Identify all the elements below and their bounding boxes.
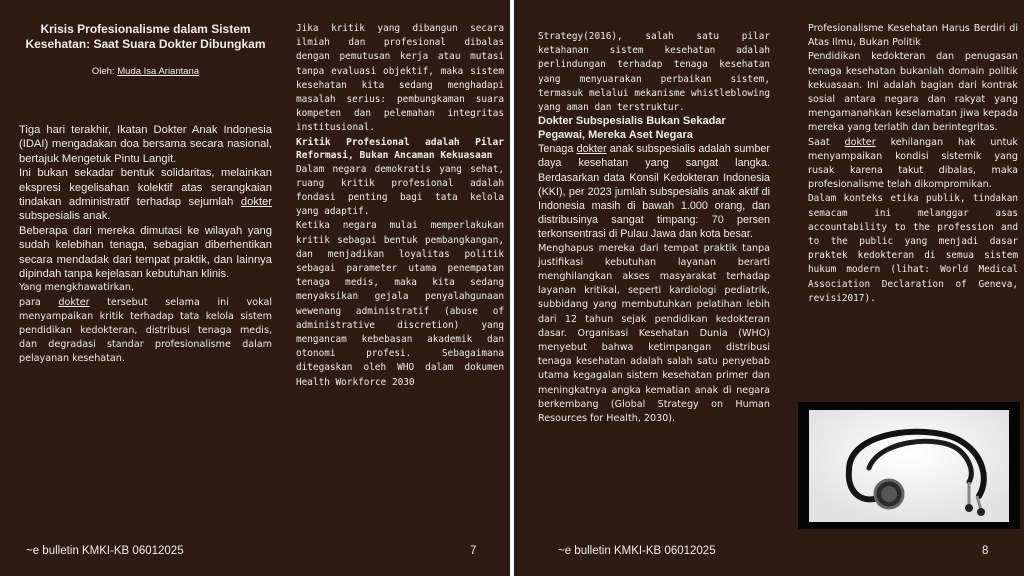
dokter-link[interactable]: dokter bbox=[240, 196, 272, 209]
author-prefix: Oleh: bbox=[91, 66, 118, 77]
stethoscope-icon bbox=[809, 410, 1009, 522]
dokter-link[interactable]: dokter bbox=[58, 296, 90, 308]
text-run: anak subspesialis adalah sumber daya kesehatan yang sangat langka. Berdasarkan data Konsil Kedokteran Indonesia (KKI), per 2023 jumlah subspesialis anak aktif di Indonesia masih di bawah 1.000 orang, dan distribusinya sangat timpang: 70 persen terkonsentrasi di Pulau Jawa dan kota besar. bbox=[538, 143, 770, 241]
paragraph: Beberapa dari mereka dimutasi ke wilayah yang sudah kelebihan tenaga, sebagian diberhentikan secara mendadak dari tempat praktik, dan lainnya dipindah tanpa kejelasan kebutuhan klinis. bbox=[19, 224, 272, 281]
paragraph: Yang mengkhawatirkan, bbox=[19, 282, 135, 294]
page-8 bbox=[514, 0, 1024, 576]
paragraph: Dalam negara demokratis yang sehat, ruang kritik profesional adalah fondasi penting bagi tata kelola yang adaptif. bbox=[296, 163, 504, 218]
paragraph: Ketika negara mulai memperlakukan kritik sebagai bentuk pembangkangan, dan menjadikan loyalitas politik sebagai parameter utama penempatan tenaga medis, maka kita sedang menyaksikan gejala penyalahgunaan wewenang administratif (abuse of administrative discretion) yang mengancam kebebasan akademik dan otonomi profesi. Sebagaimana ditegaskan oleh WHO dalam dokumen Health Workforce 2030 bbox=[296, 220, 504, 388]
column-4 bbox=[808, 22, 1018, 306]
text-run: Tenaga bbox=[538, 143, 577, 156]
column-3-body-continued bbox=[538, 242, 770, 427]
text-run: tersebut selama ini vokal menyampaikan kritik terhadap tata kelola sistem pendidikan kedokteran, distribusi tenaga medis, dan degradasi standar profesionalisme dalam pelayanan kesehatan. bbox=[19, 296, 273, 365]
footer-label: ~e bulletin KMKI-KB 06012025 bbox=[558, 545, 716, 557]
paragraph: Menghapus mereka dari tempat praktik tanpa justifikasi kebutuhan layanan berarti menghilangkan akses masyarakat terhadap layanan kritikal, seperti kardiologi pediatrik, subbidang yang membutuhkan pelatihan lebih dari 12 tahun sejak pendidikan kedokteran dasar. Organisasi Kesehatan Dunia (WHO) menyebut bahwa ketimpangan distribusi tenaga kesehatan adalah salah satu penyebab utama kegagalan sistem kesehatan primer dan meningkatnya angka kematian anak di negara berkembang (Global Strategy on Human Resources for Health, 2030). bbox=[538, 242, 770, 425]
author-link[interactable]: Muda Isa Ariantana bbox=[117, 66, 200, 77]
paragraph: Tiga hari terakhir, Ikatan Dokter Anak Indonesia (IDAI) mengadakan doa bersama secara nasional, bertajuk Mengetuk Pintu Langit. bbox=[19, 124, 272, 165]
column-1-body-continued bbox=[19, 281, 272, 366]
text-run: para bbox=[19, 296, 59, 308]
paragraph: Dalam konteks etika publik, tindakan semacam ini melanggar asas accountability to the profession and to the public yang menjadi dasar praktek kedokteran di semua sistem hukum modern (lihat: World Medical Association Declaration of Geneva, revisi2017). bbox=[808, 193, 1018, 304]
column-3 bbox=[538, 30, 770, 426]
stethoscope-photo bbox=[798, 402, 1020, 529]
footer-label: ~e bulletin KMKI-KB 06012025 bbox=[26, 545, 184, 557]
paragraph: Strategy(2016), salah satu pilar ketahanan sistem kesehatan adalah perlindungan terhadap tenaga kesehatan yang menyuarakan perbaikan sistem, termasuk melalui mekanisme whistleblowing yang aman dan terstruktur. bbox=[538, 31, 770, 114]
page-number: 7 bbox=[470, 545, 477, 557]
page-7 bbox=[0, 0, 510, 576]
text-run: kehilangan hak untuk menyampaikan kondisi sistemik yang rusak karena takut dibalas, maka profesionalisme telah dikompromikan. bbox=[808, 136, 1018, 191]
section-heading: Dokter Subspesialis Bukan Sekadar Pegawai, Mereka Aset Negara bbox=[538, 115, 726, 141]
column-1-body bbox=[19, 123, 272, 281]
paragraph: Jika kritik yang dibangun secara ilmiah dan profesional dibalas dengan pemutusan kerja atau mutasi tanpa evaluasi objektif, maka sistem kesehatan kita sedang menghadapi masalah serius: pembungkaman suara kompeten dan pelemahan integritas institusional. bbox=[296, 23, 504, 134]
column-1 bbox=[19, 22, 272, 367]
author-line bbox=[19, 66, 272, 77]
column-3-body bbox=[538, 142, 770, 241]
column-3-top bbox=[538, 30, 770, 115]
paragraph bbox=[19, 296, 272, 367]
article-title: Krisis Profesionalisme dalam Sistem Kesehatan: Saat Suara Dokter Dibungkam bbox=[25, 22, 266, 51]
paragraph bbox=[538, 142, 770, 241]
text-run: subspesialis anak. bbox=[19, 210, 111, 223]
section-heading: Kritik Profesional adalah Pilar Reformasi, Bukan Ancaman Kekuasaan bbox=[296, 136, 504, 162]
text-run: Ini bukan sekadar bentuk solidaritas, melainkan ekspresi kegelisahan kolektif atas serangkaian tindakan administratif terhadap sejumlah bbox=[19, 167, 272, 209]
dokter-link[interactable]: dokter bbox=[576, 143, 607, 156]
paragraph: Pendidikan kedokteran dan penugasan tenaga kesehatan bukanlah domain politik kekuasaan. Ini adalah bagian dari kontrak sosial antara negara dan rakyat yang mengamanahkan keselamatan jiwa kepada mereka yang terlatih dan berintegritas. bbox=[808, 51, 1018, 134]
column-2 bbox=[296, 22, 504, 390]
section-heading: Profesionalisme Kesehatan Harus Berdiri di Atas Ilmu, Bukan Politik bbox=[808, 23, 1018, 49]
dokter-link[interactable]: dokter bbox=[844, 136, 876, 148]
page-number: 8 bbox=[982, 545, 989, 557]
paragraph bbox=[808, 136, 1018, 193]
text-run: Saat bbox=[808, 136, 845, 148]
paragraph bbox=[19, 166, 272, 224]
